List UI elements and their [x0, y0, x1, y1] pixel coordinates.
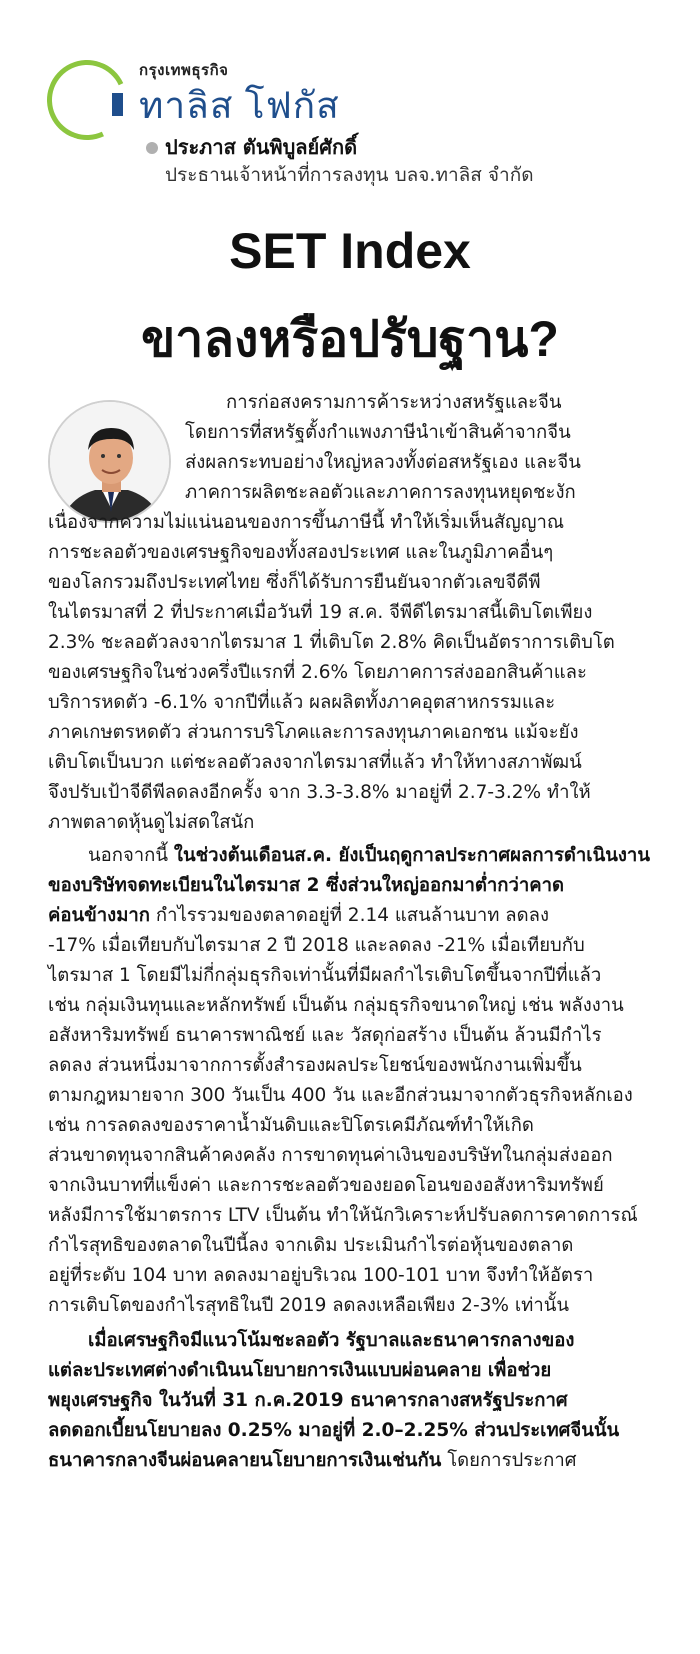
author-title: ประธานเจ้าหน้าที่การลงทุน บลจ.ทาลิส จำกัด [165, 164, 534, 186]
body-line-11: บริการหดตัว -6.1% จากปีที่แล้ว ผลผลิตทั้งภาคอุตสาหกรรมและ [48, 692, 556, 713]
p2-line-6: เช่น กลุ่มเงินทุนและหลักทรัพย์ เป็นต้น กลุ่มธุรกิจขนาดใหญ่ เช่น พลังงาน [48, 995, 624, 1016]
body-line-12: ภาคเกษตรหดตัว ส่วนการบริโภคและการลงทุนภาคเอกชน แม้จะยัง [48, 722, 579, 743]
p3-last-bold: ธนาคารกลางจีนผ่อนคลายนโยบายการเงินเช่นกัน [48, 1450, 442, 1471]
body-line-3: ส่งผลกระทบอย่างใหญ่หลวงทั้งต่อสหรัฐเอง และจีน [185, 452, 581, 473]
p3-line-2: แต่ละประเทศต่างดำเนินนโยบายการเงินแบบผ่อนคลาย เพื่อช่วย [48, 1360, 552, 1381]
logo-bar-icon [112, 93, 123, 116]
author-name: ประภาส ตันพิบูลย์ศักดิ์ [165, 135, 358, 159]
publication-name: กรุงเทพธุรกิจ [139, 61, 229, 79]
p2-line-9: ตามกฎหมายจาก 300 วันเป็น 400 วัน และอีกส่วนมาจากตัวธุรกิจหลักเอง [48, 1085, 633, 1106]
p2-lead-plain: นอกจากนี้ [88, 845, 174, 866]
body-line-14: จึงปรับเป้าจีดีพีลดลงอีกครั้ง จาก 3.3-3.8% มาอยู่ที่ 2.7-3.2% ทำให้ [48, 782, 591, 803]
body-line-8: ในไตรมาสที่ 2 ที่ประกาศเมื่อวันที่ 19 ส.ค. จีพีดีไตรมาสนี้เติบโตเพียง [48, 602, 593, 623]
p2-line-5: ไตรมาส 1 โดยมีไม่กี่กลุ่มธุรกิจเท่านั้นที่มีผลกำไรเติบโตขึ้นจากปีที่แล้ว [48, 965, 602, 986]
body-line-10: ของเศรษฐกิจในช่วงครึ่งปีแรกที่ 2.6% โดยภาคการส่งออกสินค้าและ [48, 662, 587, 683]
p2-line-12: จากเงินบาทที่แข็งค่า และการชะลอตัวของยอดโอนของอสังหาริมทรัพย์ [48, 1175, 604, 1196]
p3-line-3: พยุงเศรษฐกิจ ในวันที่ 31 ก.ค.2019 ธนาคารกลางสหรัฐประกาศ [48, 1390, 568, 1411]
body-line-2: โดยการที่สหรัฐตั้งกำแพงภาษีนำเข้าสินค้าจากจีน [185, 422, 571, 443]
headline-line-2: ขาลงหรือปรับฐาน? [141, 311, 559, 367]
p2-line-4: -17% เมื่อเทียบกับไตรมาส 2 ปี 2018 และลดลง -21% เมื่อเทียบกับ [48, 935, 585, 956]
p3-line-5 [48, 1448, 576, 1474]
p2-line-1 [88, 843, 650, 869]
body-line-9: 2.3% ชะลอตัวลงจากไตรมาส 1 ที่เติบโต 2.8% คิดเป็นอัตราการเติบโต [48, 632, 615, 653]
body-line-6: การชะลอตัวของเศรษฐกิจของทั้งสองประเทศ และในภูมิภาคอื่นๆ [48, 542, 554, 563]
p2-line-8: ลดลง ส่วนหนึ่งมาจากการตั้งสำรองผลประโยชน์ของพนักงานเพิ่มขึ้น [48, 1055, 582, 1076]
body-line-7: ของโลกรวมถึงประเทศไทย ซึ่งก็ได้รับการยืนยันจากตัวเลขจีดีพี [48, 572, 541, 593]
body-line-1: การก่อสงครามการค้าระหว่างสหรัฐและจีน [226, 392, 562, 413]
p2-line-2: ของบริษัทจดทะเบียนในไตรมาส 2 ซึ่งส่วนใหญ่ออกมาต่ำกว่าคาด [48, 875, 565, 896]
p2-line3-bold: ค่อนข้างมาก [48, 905, 150, 926]
p2-line-7: อสังหาริมทรัพย์ ธนาคารพาณิชย์ และ วัสดุก่อสร้าง เป็นต้น ล้วนมีกำไร [48, 1025, 602, 1046]
body-line-13: เติบโตเป็นบวก แต่ชะลอตัวลงจากไตรมาสที่แล้ว ทำให้ทางสภาพัฒน์ [48, 752, 582, 773]
body-line-4: ภาคการผลิตชะลอตัวและภาคการลงทุนหยุดชะงัก [185, 482, 576, 503]
p2-line-15: อยู่ที่ระดับ 104 บาท ลดลงมาอยู่บริเวณ 100-101 บาท จึงทำให้อัตรา [48, 1265, 594, 1286]
headline-line-1: SET Index [229, 223, 471, 279]
p3-line-4: ลดดอกเบี้ยนโยบายลง 0.25% มาอยู่ที่ 2.0–2.25% ส่วนประเทศจีนนั้น [48, 1420, 620, 1441]
p2-line-16: การเติบโตของกำไรสุทธิในปี 2019 ลดลงเหลือเพียง 2-3% เท่านั้น [48, 1295, 570, 1316]
p2-line-10: เช่น การลดลงของราคาน้ำมันดิบและปิโตรเคมีภัณฑ์ทำให้เกิด [48, 1115, 534, 1136]
p2-line-14: กำไรสุทธิของตลาดในปีนี้ลง จากเดิม ประเมินกำไรต่อหุ้นของตลาด [48, 1235, 574, 1256]
p2-lead-bold: ในช่วงต้นเดือนส.ค. ยังเป็นฤดูกาลประกาศผลการดำเนินงาน [173, 845, 650, 866]
p2-line-13: หลังมีการใช้มาตรการ LTV เป็นต้น ทำให้นักวิเคราะห์ปรับลดการคาดการณ์ [48, 1205, 638, 1226]
bullet-dot-icon [146, 142, 158, 154]
p2-line3-plain: กำไรรวมของตลาดอยู่ที่ 2.14 แสนล้านบาท ลดลง [150, 905, 550, 926]
p2-line-11: ส่วนขาดทุนจากสินค้าคงคลัง การขาดทุนค่าเงินของบริษัทในกลุ่มส่งออก [48, 1145, 613, 1166]
p2-line-3 [48, 903, 549, 929]
p3-last-plain: โดยการประกาศ [441, 1450, 577, 1471]
column-name: ทาลิส โฟกัส [139, 85, 340, 126]
p3-line-1: เมื่อเศรษฐกิจมีแนวโน้มชะลอตัว รัฐบาลและธนาคารกลางของ [88, 1330, 575, 1351]
body-line-5: เนื่องจากความไม่แน่นอนของการขึ้นภาษีนี้ ทำให้เริ่มเห็นสัญญาณ [48, 512, 565, 533]
portrait-photo-icon [50, 402, 171, 523]
body-line-15: ภาพตลาดหุ้นดูไม่สดใสนัก [48, 812, 255, 833]
author-portrait [48, 400, 171, 523]
